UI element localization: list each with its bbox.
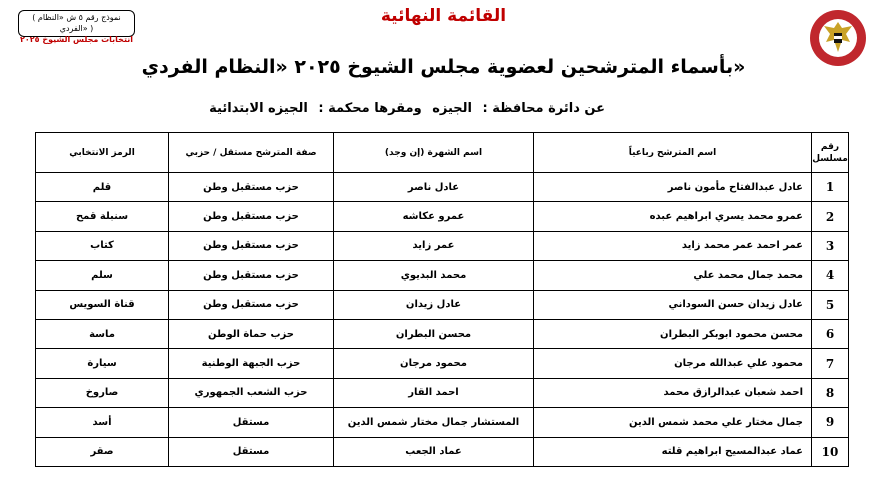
nickname-header: اسم الشهرة (إن وجد) xyxy=(334,133,534,173)
nickname-cell: عادل ناصر xyxy=(334,173,534,202)
symbol-cell: سيارة xyxy=(36,349,169,378)
status-cell: حزب الشعب الجمهوري xyxy=(169,378,334,407)
table-row xyxy=(36,173,849,202)
status-cell: حزب مستقبل وطن xyxy=(169,261,334,290)
table-row xyxy=(36,408,849,437)
status-cell: حزب حماة الوطن xyxy=(169,319,334,348)
table-row xyxy=(36,349,849,378)
table-row xyxy=(36,231,849,260)
nickname-cell: عمر زايد xyxy=(334,231,534,260)
district-label: عن دائرة محافظة : xyxy=(482,101,605,116)
table-row xyxy=(36,261,849,290)
symbol-cell: سلم xyxy=(36,261,169,290)
main-title: بأسماء المترشحين لعضوية مجلس الشيوخ ٢٠٢٥ «النظام الفردي» xyxy=(141,56,746,78)
table-row xyxy=(36,202,849,231)
name-cell: عادل عبدالفتاح مأمون ناصر xyxy=(534,173,812,202)
symbol-cell: ماسة xyxy=(36,319,169,348)
serial-cell: 4 xyxy=(812,261,849,290)
serial-cell: 2 xyxy=(812,202,849,231)
final-list-title: القائمة النهائية xyxy=(380,6,507,26)
name-cell: جمال مختار علي محمد شمس الدين xyxy=(534,408,812,437)
name-cell: محمود علي عبدالله مرجان xyxy=(534,349,812,378)
name-cell: احمد شعبان عبدالرازق محمد xyxy=(534,378,812,407)
table-header-row xyxy=(36,133,849,173)
serial-cell: 6 xyxy=(812,319,849,348)
serial-cell: 3 xyxy=(812,231,849,260)
nickname-cell: احمد القار xyxy=(334,378,534,407)
name-cell: محمد جمال محمد علي xyxy=(534,261,812,290)
symbol-cell: قلم xyxy=(36,173,169,202)
nickname-cell: عمرو عكاشه xyxy=(334,202,534,231)
serial-cell: 8 xyxy=(812,378,849,407)
table-row xyxy=(36,290,849,319)
status-header: صفة المترشح مستقل / حزبي xyxy=(169,133,334,173)
table-row xyxy=(36,319,849,348)
symbol-cell: كتاب xyxy=(36,231,169,260)
serial-header: رقم مسلسل xyxy=(812,133,849,173)
name-cell: عماد عبدالمسيح ابراهيم قلته xyxy=(534,437,812,466)
symbol-cell: أسد xyxy=(36,408,169,437)
symbol-cell: قناة السويس xyxy=(36,290,169,319)
district-line xyxy=(203,101,605,116)
serial-cell: 10 xyxy=(812,437,849,466)
symbol-cell: سنبلة قمح xyxy=(36,202,169,231)
name-cell: عادل زيدان حسن السوداني xyxy=(534,290,812,319)
nickname-cell: محمود مرجان xyxy=(334,349,534,378)
status-cell: حزب مستقبل وطن xyxy=(169,173,334,202)
nickname-cell: محسن البطران xyxy=(334,319,534,348)
serial-cell: 1 xyxy=(812,173,849,202)
table-row xyxy=(36,437,849,466)
status-cell: حزب مستقبل وطن xyxy=(169,231,334,260)
court-value: الجيزه الابتدائية xyxy=(209,101,308,116)
status-cell: مستقل xyxy=(169,437,334,466)
status-cell: حزب مستقبل وطن xyxy=(169,290,334,319)
nickname-cell: محمد البديوي xyxy=(334,261,534,290)
symbol-header: الرمز الانتخابي xyxy=(36,133,169,173)
symbol-cell: صقر xyxy=(36,437,169,466)
nickname-cell: المستشار جمال مختار شمس الدين xyxy=(334,408,534,437)
status-cell: حزب مستقبل وطن xyxy=(169,202,334,231)
name-cell: محسن محمود ابوبكر البطران xyxy=(534,319,812,348)
serial-cell: 9 xyxy=(812,408,849,437)
serial-cell: 7 xyxy=(812,349,849,378)
nickname-cell: عادل زيدان xyxy=(334,290,534,319)
serial-cell: 5 xyxy=(812,290,849,319)
name-cell: عمر احمد عمر محمد زايد xyxy=(534,231,812,260)
name-cell: عمرو محمد يسري ابراهيم عبده xyxy=(534,202,812,231)
court-label: ومقرها محكمة : xyxy=(318,101,422,116)
symbol-cell: صاروخ xyxy=(36,378,169,407)
candidates-table xyxy=(35,132,849,467)
name-header: اسم المترشح رباعياً xyxy=(534,133,812,173)
form-number-label: ( نموذج رقم ٥ ش «النظام الفردي» ) xyxy=(32,13,121,33)
table-row xyxy=(36,378,849,407)
status-cell: مستقل xyxy=(169,408,334,437)
elections-label: انتخابات مجلس الشيوخ ٢٠٢٥ xyxy=(20,35,133,44)
nickname-cell: عماد الجعب xyxy=(334,437,534,466)
status-cell: حزب الجبهة الوطنية xyxy=(169,349,334,378)
district-value: الجيزه xyxy=(432,101,472,116)
